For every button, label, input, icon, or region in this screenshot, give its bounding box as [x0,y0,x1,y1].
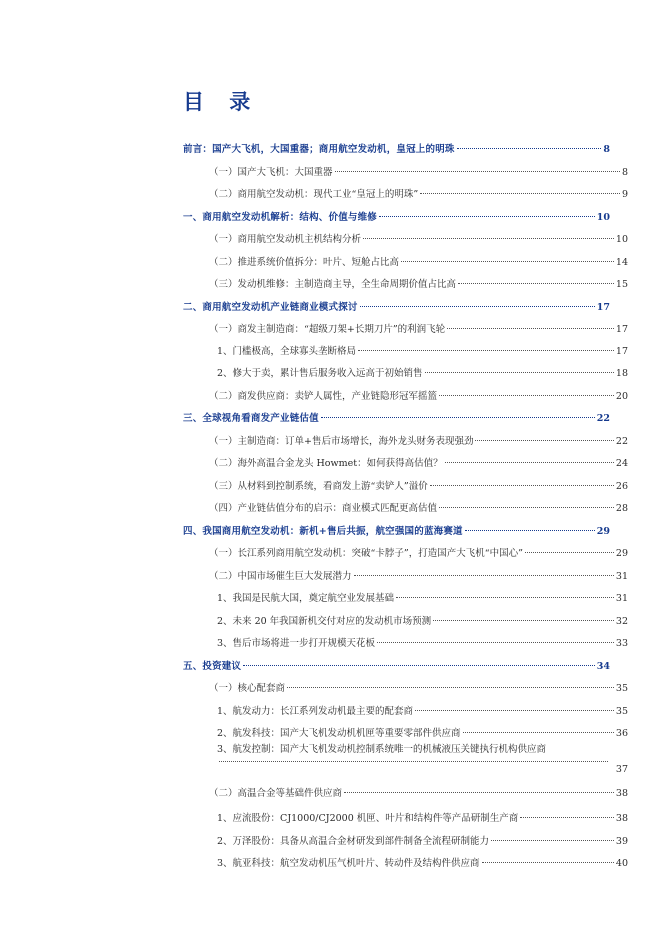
toc-entry-title: 3、航发控制：国产大飞机发动机控制系统唯一的机械液压关键执行机构供应商 [217,744,547,755]
toc-entry-page: 15 [615,279,628,290]
toc-entry-title: （一）主制造商：订单+售后市场增长，海外龙头财务表现强劲 [209,436,474,447]
toc-entry-page: 40 [615,858,628,869]
dot-leader [457,147,602,149]
toc-entry-page: 39 [615,836,628,847]
toc-entry[interactable] [217,345,628,359]
toc-entry-page: 22 [615,436,628,447]
toc-entry-title: 2、修大于卖，累计售后服务收入远高于初始销售 [217,368,423,379]
dot-leader [447,327,614,329]
toc-entry-title: 2、航发科技：国产大飞机发动机机匣等重要零部件供应商 [217,728,461,739]
toc-entry-page: 35 [615,706,628,717]
dot-leader [243,664,595,666]
toc-entry-title: 3、售后市场将进一步打开规模天花板 [217,638,376,649]
dot-leader [287,686,614,688]
toc-entry-page: 31 [615,593,628,604]
toc-entry[interactable] [183,211,610,225]
toc-entry[interactable] [209,682,628,696]
toc-entry-title: （二）推进系统价值拆分：叶片、短舱占比高 [209,257,400,268]
dot-leader [415,709,614,711]
dot-leader [358,349,614,351]
toc-entry-title: 三、全球视角看商发产业链估值 [183,413,319,424]
toc-entry-title: 一、商用航空发动机解析：结构、价值与维修 [183,212,378,223]
toc-entry[interactable] [217,835,628,849]
toc-entry-title: （二）高温合金等基础件供应商 [209,788,343,799]
toc-entry-page: 38 [615,813,628,824]
toc-entry[interactable] [209,480,628,494]
toc-entry-page: 8 [603,144,610,155]
toc-entry-page: 31 [615,571,628,582]
toc-entry-title: （一）长江系列商用航空发动机：突破“卡脖子”，打造国产大飞机“中国心” [209,548,523,559]
dot-leader [379,215,595,217]
toc-entry-page: 22 [596,413,610,424]
toc-entry-page: 17 [615,324,628,335]
dot-leader [430,484,614,486]
dot-leader [420,192,620,194]
toc-entry-page: 28 [615,503,628,514]
toc-entry[interactable] [209,166,628,180]
toc-entry-page: 37 [615,764,628,775]
toc-entry[interactable] [209,435,628,449]
toc-entry-title: （三）发动机维修：主制造商主导，全生命周期价值占比高 [209,279,457,290]
toc-entry[interactable] [217,705,628,719]
toc-entry[interactable] [209,390,628,404]
toc-entry-title: （二）中国市场催生巨大发展潜力 [209,571,352,582]
toc-entry-title: 1、我国是民航大国，奠定航空业发展基础 [217,593,395,604]
toc-entry-title: 二、商用航空发动机产业链商业模式探讨 [183,302,358,313]
toc-entry-title: （二）海外高温合金龙头 Howmet：如何获得高估值？ [209,458,443,469]
toc-entry-page: 35 [615,683,628,694]
toc-entry[interactable] [217,367,628,381]
toc-entry-page: 20 [615,391,628,402]
toc-entry[interactable] [183,660,610,674]
toc-entry-page: 18 [615,368,628,379]
toc-entry-title: 四、我国商用航空发动机：新机+售后共振，航空强国的蓝海赛道 [183,526,463,537]
toc-entry-title: 前言：国产大飞机，大国重器；商用航空发动机，皇冠上的明珠 [183,144,455,155]
toc-entry-page: 8 [621,167,628,178]
dot-leader [425,371,614,373]
toc-entry-title: （三）从材料到控制系统，看商发上游“卖铲人”溢价 [209,481,428,492]
toc-entry-title: （一）国产大飞机：大国重器 [209,167,333,178]
toc-entry[interactable] [217,812,628,826]
toc-title: 目 录 [183,89,260,114]
dot-leader [520,816,614,818]
toc-entry-page: 32 [615,616,628,627]
toc-entry[interactable] [209,188,628,202]
toc-entry[interactable] [209,502,628,516]
toc-entry-title: （二）商发供应商：卖铲人属性，产业链隐形冠军摇篮 [209,391,438,402]
toc-entry-title: （二）商用航空发动机：现代工业“皇冠上的明珠” [209,189,419,200]
dot-leader [377,641,614,643]
toc-entry-title: 3、航亚科技：航空发动机压气机叶片、转动件及结构件供应商 [217,858,480,869]
dot-leader [463,731,614,733]
toc-entry[interactable] [209,323,628,337]
toc-entry-page: 33 [615,638,628,649]
dot-leader [321,416,595,418]
dot-leader [401,260,614,262]
toc-entry-title: 2、万泽股份：具备从高温合金材研发到部件制备全流程研制能力 [217,836,490,847]
toc-entry-title: （一）商用航空发动机主机结构分析 [209,234,362,245]
toc-entry-page: 34 [596,661,610,672]
toc-entry-page: 10 [615,234,628,245]
dot-leader [433,619,614,621]
dot-leader [335,170,620,172]
dot-leader [458,282,614,284]
toc-entry[interactable] [209,547,628,561]
dot-leader [525,551,614,553]
toc-entry[interactable] [183,301,610,315]
dot-leader [360,305,595,307]
dot-leader [439,394,614,396]
toc-entry[interactable] [183,143,610,157]
toc-entry-page: 17 [596,302,610,313]
toc-entry[interactable] [209,278,628,292]
toc-entry-title: 1、应流股份：CJ1000/CJ2000 机匣、叶片和结构件等产品研制生产商 [217,813,519,824]
toc-entry-page: 26 [615,481,628,492]
toc-entry[interactable] [217,615,628,629]
toc-entry-title: 1、门槛极高，全球寡头垄断格局 [217,346,357,357]
toc-entry[interactable] [183,412,610,426]
toc-entry[interactable] [217,727,628,741]
toc-entry[interactable] [209,457,628,471]
dot-leader [219,760,608,762]
toc-entry-title: （一）核心配套商 [209,683,286,694]
dot-leader [475,439,613,441]
toc-entry-title: （一）商发主制造商：“超级刀架+长期刀片”的利润飞轮 [209,324,446,335]
dot-leader [396,596,614,598]
toc-entry-page: 38 [615,788,628,799]
toc-entry-page: 29 [615,548,628,559]
toc-entry-title: （四）产业链估值分布的启示：商业模式匹配更高估值 [209,503,438,514]
toc-entry-page: 29 [596,526,610,537]
dot-leader [445,461,614,463]
dot-leader [465,529,595,531]
dot-leader [482,861,614,863]
toc-entry[interactable] [217,743,628,775]
toc-entry-page: 24 [615,458,628,469]
toc-entry[interactable] [217,592,628,606]
toc-entry[interactable] [217,857,628,871]
toc-entry-page: 36 [615,728,628,739]
dot-leader [354,574,614,576]
toc-entry-page: 9 [621,189,628,200]
toc-entry[interactable] [183,525,610,539]
toc-entry-page: 10 [596,212,610,223]
toc-entry-page: 17 [615,346,628,357]
toc-entry-title: 2、未来 20 年我国新机交付对应的发动机市场预测 [217,616,432,627]
toc-entry-title: 1、航发动力：长江系列发动机最主要的配套商 [217,706,414,717]
toc-entry[interactable] [209,570,628,584]
toc-entry-page: 14 [615,257,628,268]
dot-leader [363,237,614,239]
toc-entry[interactable] [217,637,628,651]
dot-leader-continuation [217,763,610,777]
toc-entry[interactable] [209,787,628,801]
toc-entry[interactable] [209,256,628,270]
dot-leader [439,506,614,508]
toc-entry[interactable] [209,233,628,247]
dot-leader [491,839,614,841]
toc-entry-title: 五、投资建议 [183,661,242,672]
dot-leader [344,791,614,793]
